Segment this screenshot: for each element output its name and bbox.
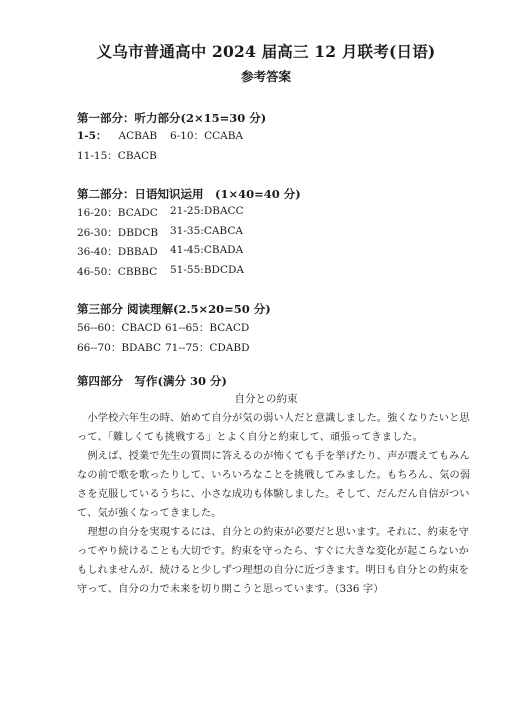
essay-line: 守って、自分の力で未来を切り開こうと思っています。（336 字） xyxy=(77,584,384,595)
essay-line: もしれませんが、続けると少しずつ理想の自分に近づきます。明日も自分との約束を xyxy=(77,565,470,576)
essay-line: なの前で歌を歌ったりして、いろいろなことを挑戦してみました。もちろん、気の弱 xyxy=(77,470,471,481)
part4-heading: 第四部分 写作(满分 30 分) xyxy=(77,374,227,388)
answer-range-label: 36-40： xyxy=(77,246,118,258)
answer-values: CBADA xyxy=(203,244,244,256)
page-subtitle: 参考答案 xyxy=(240,69,291,84)
answer-range-label: 61--65： xyxy=(165,322,210,334)
answer-values: CCABA xyxy=(204,130,244,142)
answer-range-label: 51-55: xyxy=(170,264,204,276)
essay-line: 小学校六年生の時、始めて自分が気の弱い人だと意識しました。強くなりたいと思 xyxy=(77,413,470,424)
answer-values: CDABD xyxy=(209,342,250,354)
answer-values: DBDCB xyxy=(117,227,159,239)
essay-line: さを克服しているうちに、小さな成功も体験しました。そして、だんだん自信がつい xyxy=(77,489,470,500)
part3-heading: 第三部分 阅读理解(2.5×20=50 分) xyxy=(77,302,271,316)
answer-values: BDABC xyxy=(121,342,161,354)
answer-range-label: 1-5： xyxy=(77,130,107,142)
answer-range-label: 16-20： xyxy=(77,207,118,219)
answer-range-label: 11-15： xyxy=(77,150,118,162)
answer-range-label: 56--60： xyxy=(77,322,122,334)
answer-values: DBBAD xyxy=(117,246,158,258)
essay-line: 理想の自分を実現するには、自分との約束が必要だと思います。それに、約束を守 xyxy=(77,527,470,538)
answer-values: BCACD xyxy=(209,322,250,334)
essay-line: ってやり続けることも大切です。約束を守ったら、すぐに大きな変化が起こらないか xyxy=(77,546,470,557)
answer-range-label: 46-50： xyxy=(77,266,118,278)
answer-range-label: 41-45: xyxy=(170,244,204,256)
part1-heading: 第一部分：听力部分(2×15=30 分) xyxy=(77,111,267,125)
essay-line: て、気が強くなってきました。 xyxy=(77,508,222,519)
answer-values: BDCDA xyxy=(203,264,244,276)
part2-heading: 第二部分：日语知识运用 (1×40=40 分) xyxy=(77,187,301,201)
answer-values: ACBAB xyxy=(118,130,158,142)
answer-values: CABCA xyxy=(203,225,243,237)
answer-range-label: 31-35: xyxy=(170,225,204,237)
answer-values: DBACC xyxy=(203,205,244,217)
answer-range-label: 66--70： xyxy=(77,342,122,354)
essay-title: 自分との約束 xyxy=(234,393,298,405)
answer-values: CBACB xyxy=(117,150,157,162)
answer-range-label: 21-25: xyxy=(170,205,204,217)
answer-range-label: 26-30： xyxy=(77,227,118,239)
page-title: 义乌市普通高中 2024 届高三 12 月联考(日语) xyxy=(96,42,436,61)
answer-values: CBBBC xyxy=(117,266,158,278)
essay-line: って、「難しくても挑戦する」とよく自分と約束して、頑張ってきました。 xyxy=(77,432,423,443)
answer-range-label: 6-10： xyxy=(170,130,205,142)
answer-values: CBACD xyxy=(121,322,162,334)
answer-range-label: 71--75： xyxy=(165,342,210,354)
essay-line: 例えば、授業で先生の質問に答えるのが怖くても手を挙げたり、声が震えてもみん xyxy=(77,451,470,462)
answer-values: BCADC xyxy=(117,207,158,219)
